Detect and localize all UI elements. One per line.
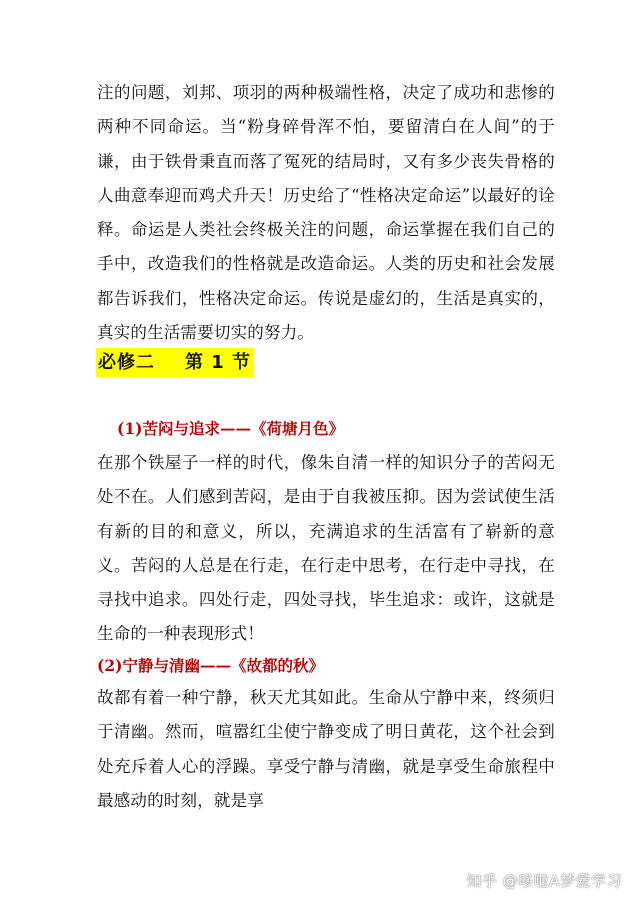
sub-title: (1)苦闷与追求——《荷塘月色》 [117, 419, 344, 438]
body-paragraph: 注的问题，刘邦、项羽的两种极端性格，决定了成功和悲惨的两种不同命运。当“粉身碎骨浑不怕，要留清白在人间”的于谦，由于铁骨秉直而落了冤死的结局时，又有多少丧失骨格的人曲意奉迎而鸡犬升天！历史给了“性格决定命运”以最好的诠释。命运是人类社会终极关注的问题，命运掌握在我们自己的手中，改造我们的性格就是改造命运。人类的历史和社会发展都告诉我们，性格决定命运。传说是虚幻的，生活是真实的，真实的生活需要切实的努力。 [97, 83, 555, 343]
section-title-book: 必修二 [98, 352, 155, 373]
section-title [96, 348, 254, 377]
sub-title: (2)宁静与清幽——《故都的秋》 [97, 656, 324, 675]
section-title-chapter: 第 1 节 [185, 352, 252, 373]
body-paragraph: 在那个铁屋子一样的时代，像朱自清一样的知识分子的苦闷无处不在。人们感到苦闷，是由于自我被压抑。因为尝试使生活有新的目的和意义，所以，充满追求的生活富有了崭新的意义。苦闷的人总是在行走，在行走中思考，在行走中寻找，在寻找中追求。四处行走，四处寻找，毕生追求：或许，这就是生命的一种表现形式！ [97, 453, 555, 644]
watermark: 知乎 @哆啦A梦爱学习 [466, 872, 622, 890]
body-paragraph: 故都有着一种宁静，秋天尤其如此。生命从宁静中来，终须归于清幽。然而，喧嚣红尘使宁静变成了明日黄花，这个社会到处充斥着人心的浮躁。享受宁静与清幽，就是享受生命旅程中最感动的时刻，就是享 [97, 688, 555, 810]
